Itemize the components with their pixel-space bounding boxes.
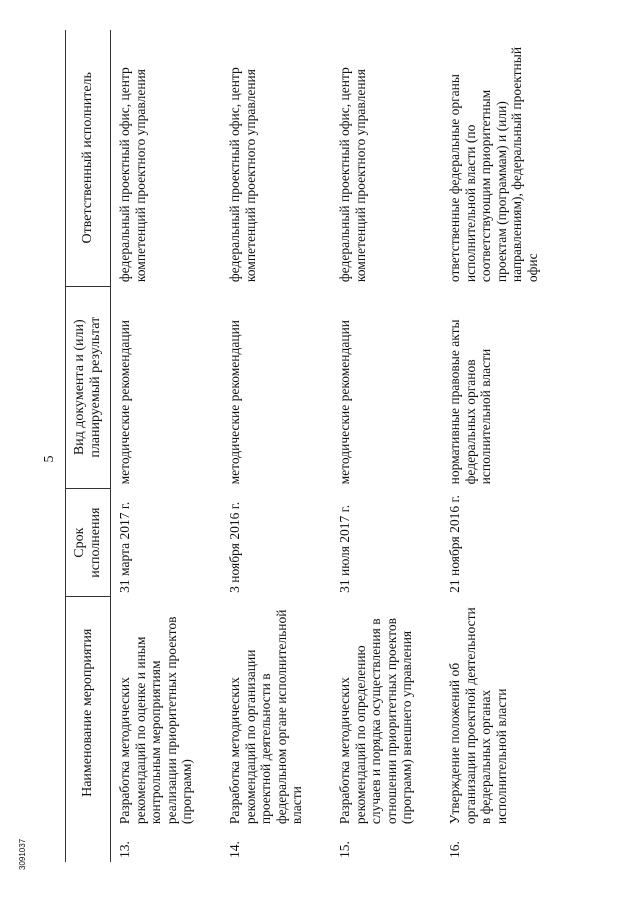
row-num: 13.	[117, 841, 133, 858]
row-name: Разработка методических рекомендаций по оценке и иным контрольным мероприятиям реализации приоритетных проектов (программ)	[117, 616, 195, 825]
row-resp: федеральный проектный офис, центр компетенций проектного управления	[337, 67, 368, 283]
activities-table	[65, 30, 575, 862]
row-doc: методические рекомендации	[337, 319, 353, 485]
footer-code: 3091037	[18, 838, 27, 870]
header-num	[66, 828, 111, 862]
header-doc: Вид документа и (или) планируемый результат	[66, 286, 111, 488]
row-doc: методические рекомендации	[117, 319, 133, 485]
page-number: 5	[42, 455, 57, 463]
row-resp: ответственные федеральные органы исполнительной власти (по соответствующим приоритетным проектам (программам) и (или) направлениям), федеральный проектный офис	[447, 46, 540, 283]
table-header-row	[66, 30, 111, 862]
row-date: 3 ноября 2016 г.	[227, 501, 243, 593]
row-date: 21 ноября 2016 г.	[447, 495, 463, 593]
row-num: 16.	[447, 841, 463, 858]
header-name: Наименование мероприятия	[66, 597, 111, 828]
row-num: 14.	[227, 841, 243, 858]
row-num: 15.	[337, 841, 353, 858]
row-resp: федеральный проектный офис, центр компетенций проектного управления	[227, 67, 258, 283]
row-name: Утверждение положений об организации проектной деятельности в федеральных органах исполнительной власти	[447, 607, 509, 825]
row-resp: федеральный проектный офис, центр компетенций проектного управления	[117, 67, 148, 283]
row-name: Разработка методических рекомендаций по определению случаев и порядка осуществления в отношении приоритетных проектов (программ) внешнего управления	[337, 618, 415, 825]
rotated-table-container	[65, 30, 640, 858]
row-date: 31 июля 2017 г.	[337, 504, 353, 593]
table-row	[111, 30, 222, 862]
row-doc: методические рекомендации	[227, 319, 243, 485]
table-row	[221, 30, 331, 862]
table-row	[441, 30, 575, 862]
row-name: Разработка методических рекомендаций по организации проектной деятельности в федеральном органе исполнительной власти	[227, 609, 305, 825]
row-doc: нормативные правовые акты федеральных органов исполнительной власти	[447, 319, 494, 485]
row-date: 31 марта 2017 г.	[117, 501, 133, 593]
header-date: Срок исполнения	[66, 488, 111, 597]
table-row	[331, 30, 441, 862]
rotated-table	[65, 30, 585, 862]
header-resp: Ответственный исполнитель	[66, 30, 111, 286]
